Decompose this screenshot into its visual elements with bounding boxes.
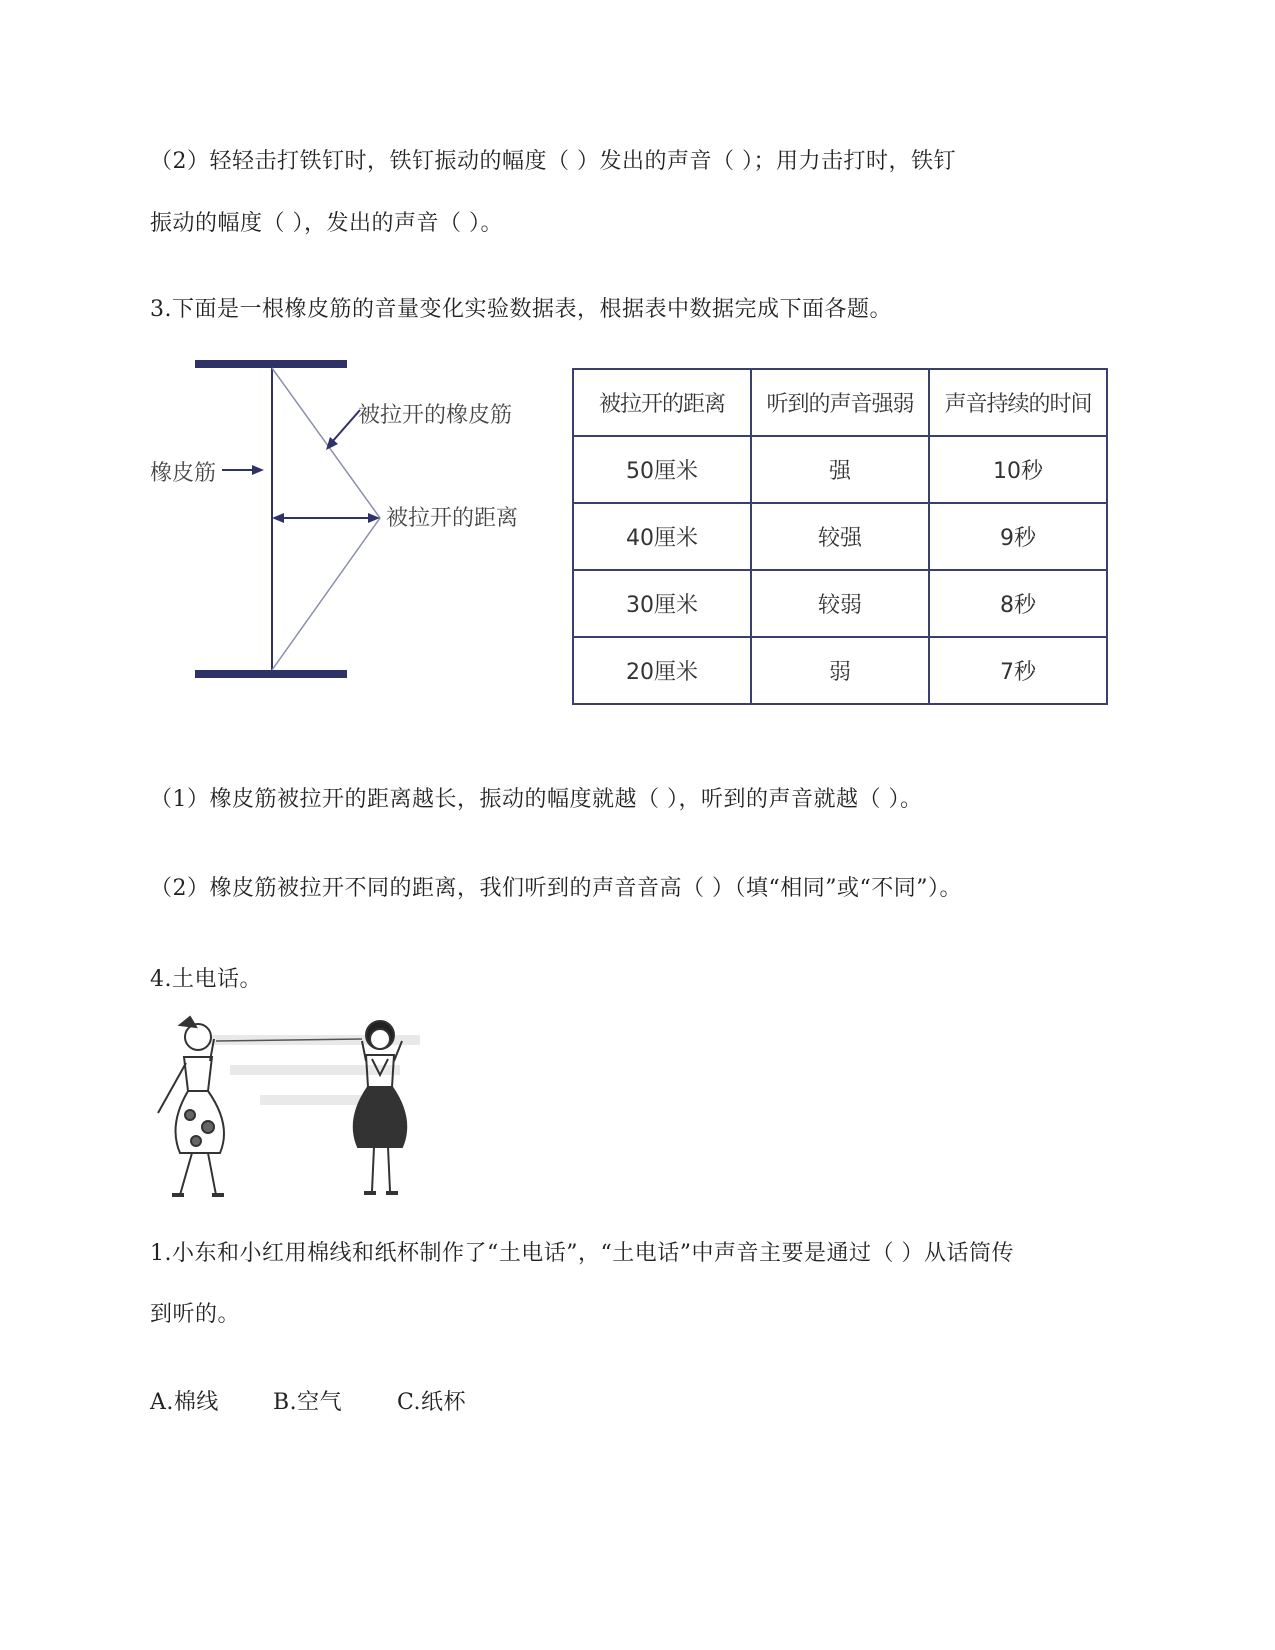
option-c: C.纸杯 [397, 1390, 467, 1415]
rubber-band-label: 橡皮筋 [150, 461, 217, 486]
q3-title: 3.下面是一根橡皮筋的音量变化实验数据表，根据表中数据完成下面各题。 [150, 297, 892, 322]
stretched-band-label: 被拉开的橡皮筋 [358, 403, 513, 428]
cell-duration: 8秒 [929, 570, 1107, 637]
string-telephone-illustration [150, 1015, 440, 1205]
q4-title: 4.土电话。 [150, 967, 262, 992]
girl-left-figure [158, 1017, 224, 1195]
stretched-band-arrowhead [326, 437, 338, 450]
bottom-bar [195, 670, 347, 678]
header-distance: 被拉开的距离 [573, 369, 751, 436]
rubber-band-arrowhead [252, 465, 264, 475]
rubber-band-diagram [150, 360, 550, 710]
cell-distance: 20厘米 [573, 637, 751, 704]
cell-loudness: 较强 [751, 503, 929, 570]
cell-duration: 9秒 [929, 503, 1107, 570]
cell-duration: 10秒 [929, 436, 1107, 503]
header-duration: 声音持续的时间 [929, 369, 1107, 436]
distance-label: 被拉开的距离 [386, 506, 519, 531]
q3-sub1: （1）橡皮筋被拉开的距离越长，振动的幅度就越（ ），听到的声音就越（ ）。 [150, 787, 923, 812]
cell-loudness: 弱 [751, 637, 929, 704]
q2-sub2-line1: （2）轻轻击打铁钉时，铁钉振动的幅度（ ）发出的声音（ ）；用力击打时，铁钉 [150, 149, 956, 174]
option-a: A.棉线 [150, 1390, 219, 1415]
cell-loudness: 强 [751, 436, 929, 503]
top-bar [195, 360, 347, 368]
rubber-band-data-table [572, 368, 1108, 705]
q4-question-line2: 到听的。 [150, 1302, 241, 1327]
option-b: B.空气 [273, 1390, 343, 1415]
cell-loudness: 较弱 [751, 570, 929, 637]
cell-distance: 30厘米 [573, 570, 751, 637]
cell-duration: 7秒 [929, 637, 1107, 704]
distance-arrowhead-left [272, 513, 284, 523]
stretched-band-arrow [332, 410, 360, 442]
girl-right-figure [354, 1021, 406, 1193]
table-row [573, 637, 1107, 704]
q4-question-line1: 1.小东和小红用棉线和纸杯制作了“土电话”，“土电话”中声音主要是通过（ ）从话筒传 [150, 1241, 1014, 1266]
cell-distance: 40厘米 [573, 503, 751, 570]
header-loudness: 听到的声音强弱 [751, 369, 929, 436]
q3-sub2: （2）橡皮筋被拉开不同的距离，我们听到的声音音高（ ）（填“相同”或“不同”）。 [150, 876, 962, 901]
table-row [573, 436, 1107, 503]
table-header-row [573, 369, 1107, 436]
table-row [573, 570, 1107, 637]
cell-distance: 50厘米 [573, 436, 751, 503]
table-row [573, 503, 1107, 570]
q2-sub2-line2: 振动的幅度（ ），发出的声音（ ）。 [150, 211, 503, 236]
